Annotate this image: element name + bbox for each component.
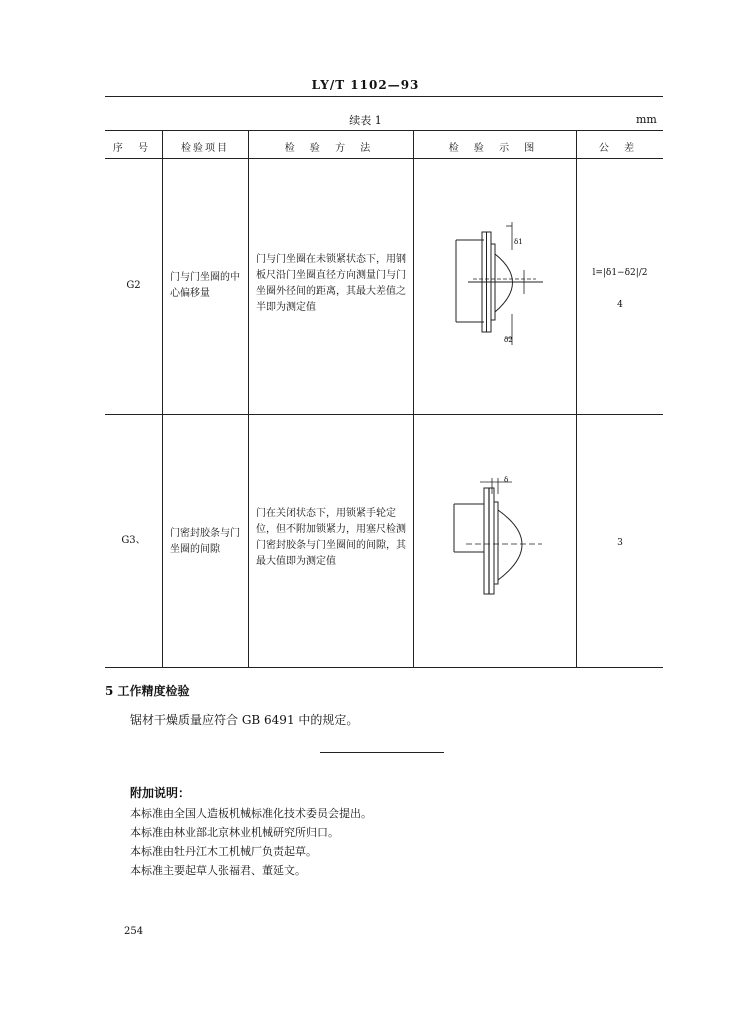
col-divider-3: [413, 130, 414, 667]
page-number: 254: [124, 926, 144, 937]
figure-g2-diagram: [418, 220, 573, 350]
row-g2-tolerance: 4: [617, 300, 623, 310]
row-g2-no: G2: [126, 280, 141, 291]
figure-g3-label-delta: δ: [504, 476, 509, 484]
row-g3-tolerance: 3: [617, 538, 623, 548]
table-bottom-border: [105, 667, 663, 668]
standard-number: LY/T 1102—93: [311, 78, 420, 92]
figure-g2-label-delta2: δ2: [504, 336, 513, 344]
table-unit: mm: [636, 113, 657, 126]
table-top-border: [105, 130, 663, 131]
col-header-no: 序 号: [112, 143, 155, 154]
header-rule: [105, 96, 663, 97]
table-caption: 续表 1: [349, 114, 382, 127]
figure-g3-diagram: [420, 474, 570, 604]
col-header-figure: 检 验 示 图: [448, 143, 541, 154]
row-g3-no: G3、: [121, 535, 146, 546]
section-text: 锯材干燥质量应符合 GB 6491 中的规定。: [130, 713, 359, 727]
col-divider-1: [162, 130, 163, 667]
separator-line: [320, 752, 444, 753]
row-g3-item: 门密封胶条与门坐圈的间隙: [170, 528, 240, 555]
col-divider-2: [248, 130, 249, 667]
table-row-divider: [105, 414, 663, 415]
col-header-tolerance: 公 差: [598, 143, 641, 154]
notes-title: 附加说明：: [130, 786, 191, 800]
col-header-method: 检 验 方 法: [284, 143, 377, 154]
row-g2-tolerance-formula: l=|δ1−δ2|/2: [592, 268, 648, 278]
table-header-border: [105, 158, 663, 159]
notes-line-2: 本标准由林业部北京林业机械研究所归口。: [130, 826, 339, 839]
col-header-item: 检验项目: [181, 143, 229, 154]
row-g2-method: 门与门坐圈在未锁紧状态下，用钢板尺沿门坐圈直径方向测量门与门坐圈外径间的距离，其最大差值之半即为测定值: [256, 254, 406, 313]
figure-g2-label-delta1: δ1: [514, 238, 523, 246]
notes-line-1: 本标准由全国人造板机械标准化技术委员会提出。: [130, 807, 372, 820]
notes-line-3: 本标准由牡丹江木工机械厂负责起草。: [130, 845, 317, 858]
notes-line-4: 本标准主要起草人张福君、董延文。: [130, 864, 306, 877]
col-divider-4: [576, 130, 577, 667]
row-g2-item: 门与门坐圈的中心偏移量: [170, 272, 240, 299]
row-g3-method: 门在关闭状态下，用锁紧手轮定位，但不附加锁紧力，用塞尺检测门密封胶条与门坐圈间的间隙，其最大值即为测定值: [256, 508, 406, 567]
section-title: 5 工作精度检验: [105, 684, 190, 698]
